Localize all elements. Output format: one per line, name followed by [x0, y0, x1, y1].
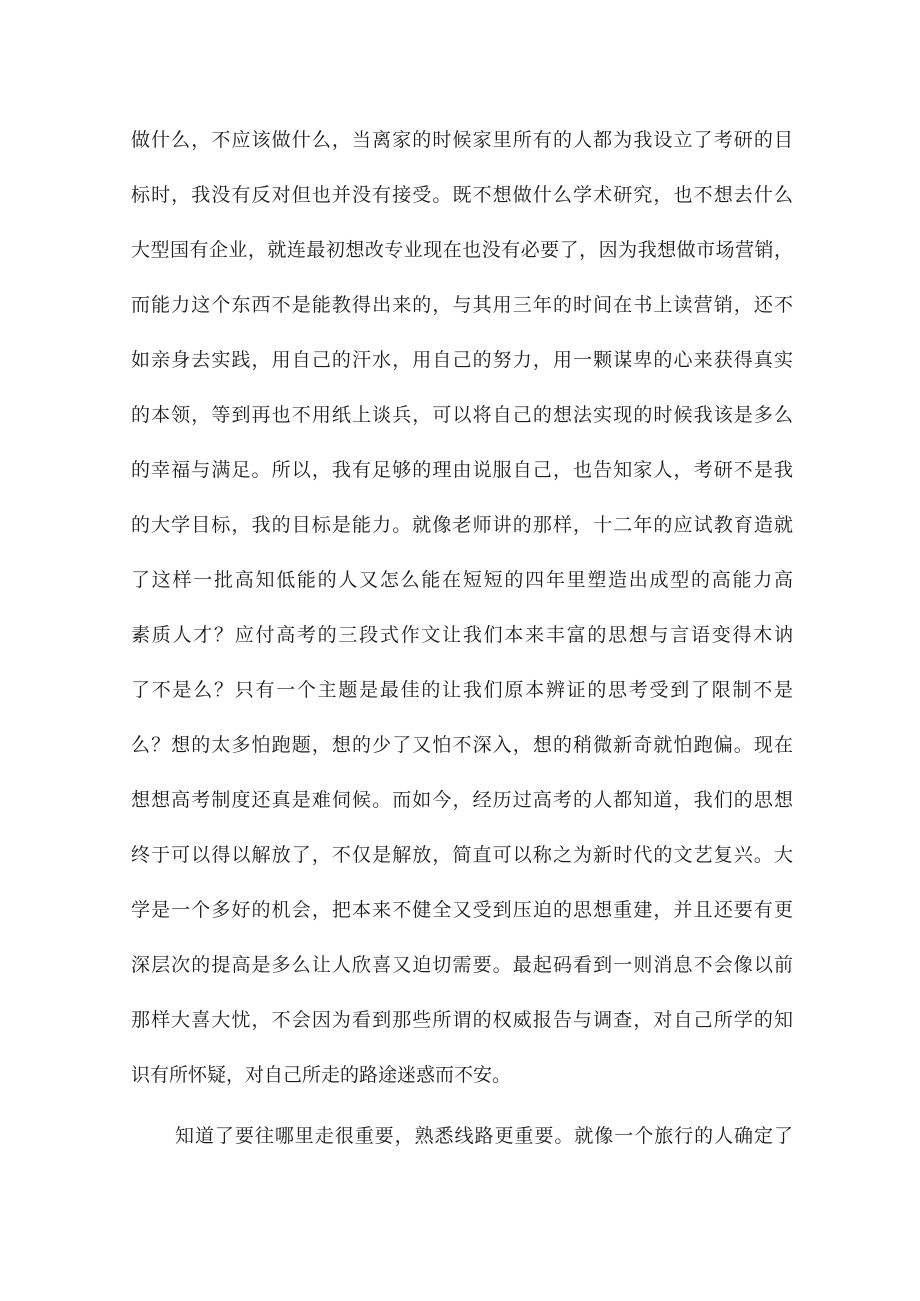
- paragraph-line: 识有所怀疑，对自己所走的路途迷惑而不安。: [131, 1064, 512, 1086]
- paragraph-line: 的大学目标，我的目标是能力。就像老师讲的那样，十二年的应试教育造就: [131, 514, 793, 536]
- paragraph-line: 知道了要往哪里走很重要，熟悉线路更重要。就像一个旅行的人确定了: [175, 1125, 793, 1147]
- paragraph-line: 那样大喜大忧，不会因为看到那些所谓的权威报告与调查，对自己所学的知: [131, 1009, 793, 1031]
- paragraph-line: 想想高考制度还真是难伺候。而如今，经历过高考的人都知道，我们的思想: [131, 789, 793, 811]
- paragraph-line: 了这样一批高知低能的人又怎么能在短短的四年里塑造出成型的高能力高: [131, 569, 793, 591]
- paragraph-line: 深层次的提高是多么让人欣喜又迫切需要。最起码看到一则消息不会像以前: [131, 954, 793, 976]
- paragraph-line: 而能力这个东西不是能教得出来的，与其用三年的时间在书上读营销，还不: [131, 294, 793, 316]
- paragraph-line: 的本领，等到再也不用纸上谈兵，可以将自己的想法实现的时候我该是多么: [131, 404, 793, 426]
- paragraph-line: 的幸福与满足。所以，我有足够的理由说服自己，也告知家人，考研不是我: [131, 459, 793, 481]
- paragraph-line: 么？想的太多怕跑题，想的少了又怕不深入，想的稍微新奇就怕跑偏。现在: [131, 734, 793, 756]
- paragraph-line: 做什么，不应该做什么，当离家的时候家里所有的人都为我设立了考研的目: [131, 129, 793, 151]
- paragraph-line: 素质人才？应付高考的三段式作文让我们本来丰富的思想与言语变得木讷: [131, 624, 793, 646]
- paragraph-line: 终于可以得以解放了，不仅是解放，简直可以称之为新时代的文艺复兴。大: [131, 844, 793, 866]
- paragraph-line: 如亲身去实践，用自己的汗水，用自己的努力，用一颗谋卑的心来获得真实: [131, 349, 793, 371]
- paragraph-line: 标时，我没有反对但也并没有接受。既不想做什么学术研究，也不想去什么: [131, 184, 793, 206]
- paragraph-line: 了不是么？只有一个主题是最佳的让我们原本辨证的思考受到了限制不是: [131, 679, 793, 701]
- paragraph-line: 学是一个多好的机会，把本来不健全又受到压迫的思想重建，并且还要有更: [131, 899, 793, 921]
- paragraph-line: 大型国有企业，就连最初想改专业现在也没有必要了，因为我想做市场营销，: [131, 239, 793, 261]
